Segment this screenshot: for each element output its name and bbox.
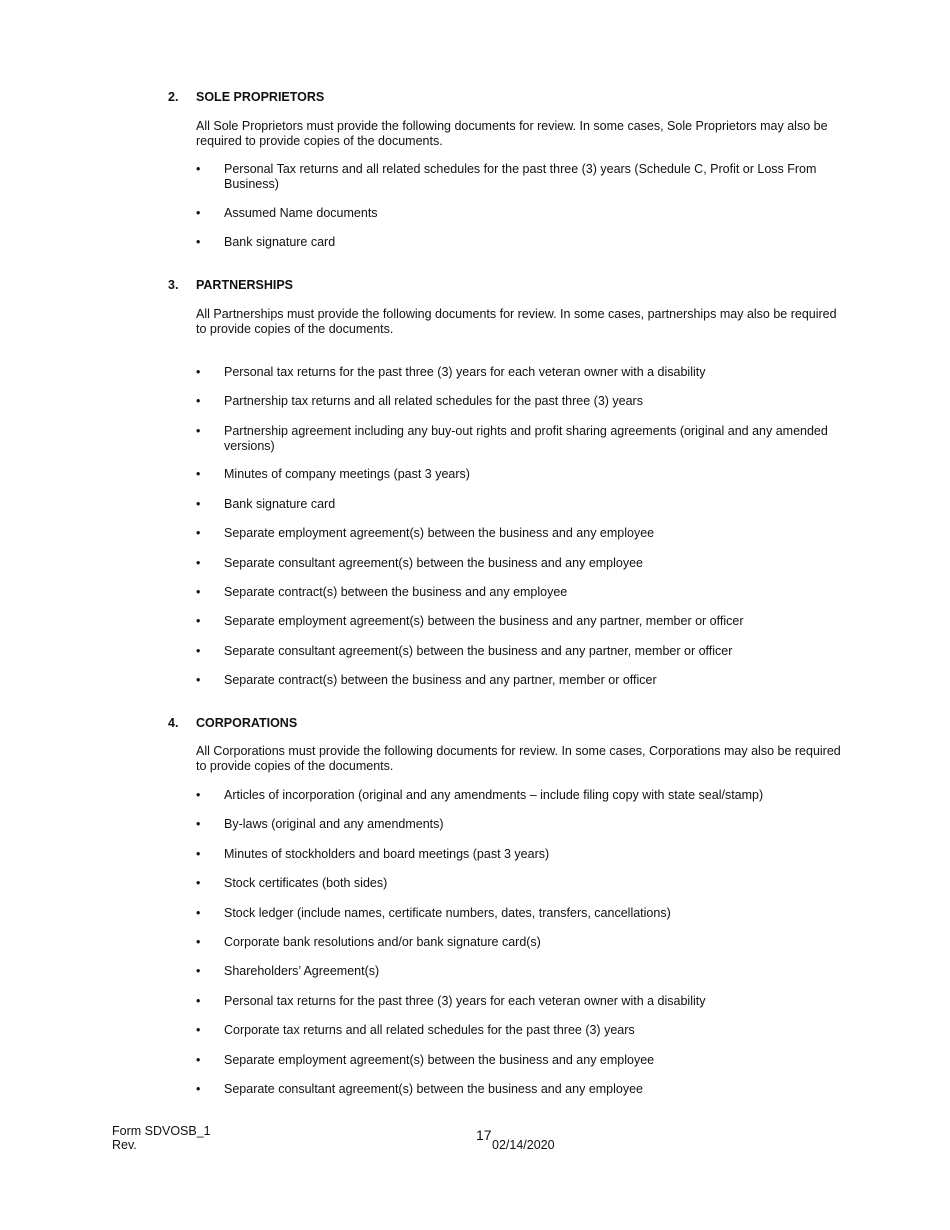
bullet-icon: • (196, 964, 201, 978)
list-item-text: Bank signature card (224, 497, 336, 511)
list-item-text: Separate employment agreement(s) between the business and any partner, member or officer (224, 614, 744, 628)
bullet-icon: • (196, 906, 201, 920)
bullet-icon: • (196, 206, 201, 220)
bullet-icon: • (196, 556, 201, 570)
list-item-text: Personal tax returns for the past three (3) years for each veteran owner with a disability (224, 365, 706, 379)
bullet-icon: • (196, 644, 201, 658)
bullet-icon: • (196, 235, 201, 249)
bullet-icon: • (196, 817, 201, 831)
section-intro: All Partnerships must provide the following documents for review. In some cases, partnerships may also be required to provide copies of the documents. (196, 307, 837, 336)
list-item-text: Stock ledger (include names, certificate numbers, dates, transfers, cancellations) (224, 906, 671, 920)
section-title: SOLE PROPRIETORS (196, 90, 325, 104)
bullet-icon: • (196, 365, 201, 379)
bullet-icon: • (196, 497, 201, 511)
page-number: 17 (476, 1127, 492, 1143)
bullet-icon: • (196, 994, 201, 1008)
list-item-text: Bank signature card (224, 235, 336, 249)
list-item-text: Separate contract(s) between the business and any partner, member or officer (224, 673, 657, 687)
bullet-icon: • (196, 935, 201, 949)
section-heading (168, 90, 324, 105)
footer-rev: Rev. (112, 1138, 137, 1152)
list-item-text: Separate contract(s) between the business and any employee (224, 585, 568, 599)
bullet-icon: • (196, 876, 201, 890)
bullet-icon: • (196, 673, 201, 687)
section-intro: All Sole Proprietors must provide the following documents for review. In some cases, Sole Proprietors may also be required to provide copies of the documents. (196, 119, 828, 148)
list-item-text: Personal Tax returns and all related schedules for the past three (3) years (Schedule C, Profit or Loss From Business) (224, 162, 817, 191)
bullet-icon: • (196, 788, 201, 802)
section-heading (168, 716, 297, 731)
section-heading (168, 278, 293, 293)
footer-form-name: Form SDVOSB_1 (112, 1124, 211, 1138)
list-item-text: Personal tax returns for the past three (3) years for each veteran owner with a disability (224, 994, 706, 1008)
list-item-text: Assumed Name documents (224, 206, 378, 220)
list-item-text: Stock certificates (both sides) (224, 876, 388, 890)
list-item-text: Articles of incorporation (original and any amendments – include filing copy with state seal/stamp) (224, 788, 764, 802)
list-item-text: Separate consultant agreement(s) between the business and any employee (224, 1082, 644, 1096)
list-item-text: By-laws (original and any amendments) (224, 817, 444, 831)
list-item-text: Partnership tax returns and all related schedules for the past three (3) years (224, 394, 643, 408)
section-title: PARTNERSHIPS (196, 278, 294, 292)
bullet-icon: • (196, 424, 201, 438)
list-item-text: Separate consultant agreement(s) between the business and any partner, member or officer (224, 644, 733, 658)
list-item-text: Corporate bank resolutions and/or bank signature card(s) (224, 935, 541, 949)
bullet-icon: • (196, 1023, 201, 1037)
bullet-icon: • (196, 585, 201, 599)
list-item-text: Separate employment agreement(s) between the business and any employee (224, 1053, 655, 1067)
bullet-icon: • (196, 1082, 201, 1096)
list-item-text: Shareholders’ Agreement(s) (224, 964, 380, 978)
bullet-icon: • (196, 162, 201, 176)
footer-form-id (112, 1124, 211, 1152)
footer-date: 02/14/2020 (492, 1138, 555, 1152)
bullet-icon: • (196, 614, 201, 628)
list-item-text: Minutes of company meetings (past 3 years) (224, 467, 470, 481)
section-number: 3. (168, 278, 179, 292)
list-item-text: Separate employment agreement(s) between the business and any employee (224, 526, 655, 540)
list-item-text: Partnership agreement including any buy-out rights and profit sharing agreements (original and any amended versions) (224, 424, 828, 453)
list-item-text: Separate consultant agreement(s) between the business and any employee (224, 556, 644, 570)
bullet-icon: • (196, 394, 201, 408)
bullet-icon: • (196, 847, 201, 861)
list-item-text: Corporate tax returns and all related schedules for the past three (3) years (224, 1023, 635, 1037)
bullet-icon: • (196, 1053, 201, 1067)
list-item-text: Minutes of stockholders and board meetings (past 3 years) (224, 847, 550, 861)
bullet-icon: • (196, 467, 201, 481)
section-intro: All Corporations must provide the following documents for review. In some cases, Corporations may also be required to provide copies of the documents. (196, 744, 841, 773)
section-number: 4. (168, 716, 179, 730)
section-number: 2. (168, 90, 179, 104)
bullet-icon: • (196, 526, 201, 540)
section-title: CORPORATIONS (196, 716, 298, 730)
